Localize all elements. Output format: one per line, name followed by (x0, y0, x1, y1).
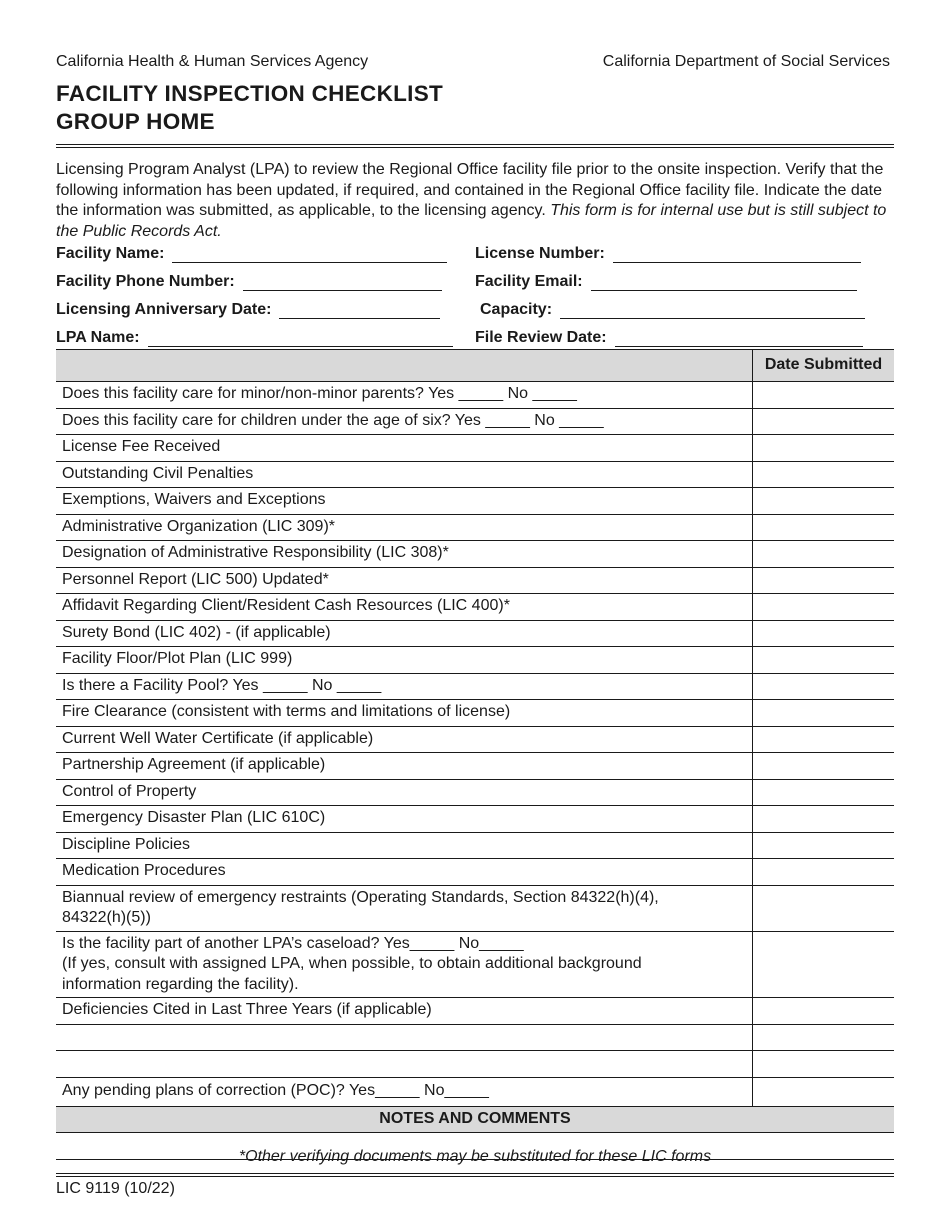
table-row (56, 1077, 894, 1107)
facility-email-field[interactable] (475, 273, 857, 291)
department-name: California Department of Social Services (602, 53, 890, 70)
agency-name: California Health & Human Services Agency (56, 53, 369, 70)
table-row (56, 647, 894, 674)
date-submitted-cell[interactable] (753, 673, 895, 700)
date-submitted-cell[interactable] (753, 806, 895, 833)
page-title (56, 80, 443, 136)
lpa-name-field[interactable] (56, 329, 453, 347)
notes-and-comments-header: NOTES AND COMMENTS (56, 1107, 894, 1133)
date-submitted-cell[interactable] (753, 461, 895, 488)
table-row (56, 806, 894, 833)
caseload-line-3: information regarding the facility). (62, 975, 299, 993)
checklist-item: Emergency Disaster Plan (LIC 610C) (56, 806, 753, 833)
checklist-item: Deficiencies Cited in Last Three Years (if applicable) (56, 998, 753, 1025)
table-row (56, 514, 894, 541)
lpa-name-input[interactable] (148, 332, 453, 347)
intro-text: Licensing Program Analyst (LPA) to review the Regional Office facility file prior to the onsite inspection. Verify that the following information has been updated, if required, and contained in the Regional Office facility file. Indicate the date the information was submitted, as applicable, to the licensing agency. (56, 161, 884, 219)
blank-entry-cell[interactable] (56, 1051, 753, 1078)
blank-entry-cell[interactable] (56, 1024, 753, 1051)
date-submitted-cell[interactable] (753, 753, 895, 780)
footer-divider (56, 1173, 894, 1177)
license-number-label: License Number: (475, 245, 605, 262)
facility-name-field[interactable] (56, 245, 447, 263)
date-submitted-cell[interactable] (753, 514, 895, 541)
checklist-item: Discipline Policies (56, 832, 753, 859)
table-row (56, 541, 894, 568)
lpa-name-label: LPA Name: (56, 329, 140, 346)
table-row (56, 753, 894, 780)
checklist-item-biannual (56, 885, 753, 931)
date-submitted-cell[interactable] (753, 885, 895, 931)
checklist-item: Designation of Administrative Responsibility (LIC 308)* (56, 541, 753, 568)
table-row (56, 435, 894, 462)
date-submitted-cell[interactable] (753, 1051, 895, 1078)
table-row (56, 998, 894, 1025)
table-row (56, 726, 894, 753)
table-row (56, 408, 894, 435)
checklist-item: Any pending plans of correction (POC)? Yes_____ No_____ (56, 1077, 753, 1107)
checklist-item: Does this facility care for minor/non-minor parents? Yes _____ No _____ (56, 382, 753, 409)
date-submitted-cell[interactable] (753, 1077, 895, 1107)
capacity-input[interactable] (560, 304, 865, 319)
intro-paragraph (56, 160, 894, 242)
table-row (56, 931, 894, 998)
facility-phone-input[interactable] (243, 276, 442, 291)
caseload-line-2: (If yes, consult with assigned LPA, when possible, to obtain additional background (62, 955, 642, 972)
date-submitted-cell[interactable] (753, 931, 895, 998)
checklist-item: Medication Procedures (56, 859, 753, 886)
caseload-line-1: Is the facility part of another LPA’s caseload? Yes_____ No_____ (62, 934, 524, 952)
table-row (56, 461, 894, 488)
facility-phone-label: Facility Phone Number: (56, 273, 235, 290)
biannual-line-1: Biannual review of emergency restraints (Operating Standards, Section 84322(h)(4), (62, 888, 659, 906)
form-id: LIC 9119 (10/22) (56, 1180, 175, 1197)
date-submitted-cell[interactable] (753, 382, 895, 409)
notes-header-row (56, 1107, 894, 1133)
date-submitted-cell[interactable] (753, 647, 895, 674)
table-row-blank (56, 1024, 894, 1051)
capacity-field[interactable] (480, 301, 865, 319)
table-row (56, 832, 894, 859)
table-row (56, 859, 894, 886)
anniversary-date-input[interactable] (279, 304, 440, 319)
item-header-cell (56, 350, 753, 382)
table-header-row (56, 350, 894, 382)
date-submitted-cell[interactable] (753, 700, 895, 727)
biannual-line-2: 84322(h)(5)) (62, 909, 151, 926)
date-submitted-cell[interactable] (753, 488, 895, 515)
intro-italic-note: This form is for internal use but is still subject to the Public Records Act. (56, 202, 887, 240)
facility-email-label: Facility Email: (475, 273, 583, 290)
table-row (56, 700, 894, 727)
date-submitted-cell[interactable] (753, 408, 895, 435)
checklist-item: Personnel Report (LIC 500) Updated* (56, 567, 753, 594)
checklist-item: Partnership Agreement (if applicable) (56, 753, 753, 780)
checklist-item: Is there a Facility Pool? Yes _____ No _____ (56, 673, 753, 700)
footnote: *Other verifying documents may be substituted for these LIC forms (238, 1148, 712, 1165)
checklist-item: Control of Property (56, 779, 753, 806)
date-submitted-cell[interactable] (753, 620, 895, 647)
date-submitted-cell[interactable] (753, 594, 895, 621)
table-row (56, 567, 894, 594)
checklist-item: License Fee Received (56, 435, 753, 462)
file-review-date-input[interactable] (615, 332, 863, 347)
checklist-item: Outstanding Civil Penalties (56, 461, 753, 488)
date-submitted-cell[interactable] (753, 779, 895, 806)
date-submitted-cell[interactable] (753, 726, 895, 753)
facility-email-input[interactable] (591, 276, 857, 291)
checklist-item: Current Well Water Certificate (if applicable) (56, 726, 753, 753)
license-number-field[interactable] (475, 245, 861, 263)
table-row (56, 382, 894, 409)
anniversary-date-field[interactable] (56, 301, 440, 319)
date-submitted-header: Date Submitted (753, 350, 895, 382)
table-row (56, 488, 894, 515)
header-divider (56, 144, 894, 148)
title-line-2: GROUP HOME (56, 109, 215, 134)
checklist-item: Exemptions, Waivers and Exceptions (56, 488, 753, 515)
checklist-item: Fire Clearance (consistent with terms and limitations of license) (56, 700, 753, 727)
anniversary-date-label: Licensing Anniversary Date: (56, 301, 272, 318)
date-submitted-cell[interactable] (753, 859, 895, 886)
date-submitted-cell[interactable] (753, 541, 895, 568)
facility-phone-field[interactable] (56, 273, 442, 291)
date-submitted-cell[interactable] (753, 435, 895, 462)
file-review-date-label: File Review Date: (475, 329, 607, 346)
date-submitted-cell[interactable] (753, 998, 895, 1025)
table-row (56, 594, 894, 621)
date-submitted-cell[interactable] (753, 1024, 895, 1051)
checklist-item: Facility Floor/Plot Plan (LIC 999) (56, 647, 753, 674)
title-line-1: FACILITY INSPECTION CHECKLIST (56, 81, 444, 106)
date-submitted-cell[interactable] (753, 832, 895, 859)
checklist-item-caseload (56, 931, 753, 998)
checklist-item: Does this facility care for children under the age of six? Yes _____ No _____ (56, 408, 753, 435)
facility-name-label: Facility Name: (56, 245, 165, 262)
table-row (56, 779, 894, 806)
capacity-label: Capacity: (480, 301, 553, 318)
facility-name-input[interactable] (172, 248, 447, 263)
checklist-item: Surety Bond (LIC 402) - (if applicable) (56, 620, 753, 647)
license-number-input[interactable] (613, 248, 861, 263)
table-row (56, 620, 894, 647)
date-submitted-cell[interactable] (753, 567, 895, 594)
table-row (56, 673, 894, 700)
checklist-item: Administrative Organization (LIC 309)* (56, 514, 753, 541)
file-review-date-field[interactable] (475, 329, 863, 347)
table-row-blank (56, 1051, 894, 1078)
checklist-item: Affidavit Regarding Client/Resident Cash Resources (LIC 400)* (56, 594, 753, 621)
table-row (56, 885, 894, 931)
checklist-table (56, 349, 894, 1160)
